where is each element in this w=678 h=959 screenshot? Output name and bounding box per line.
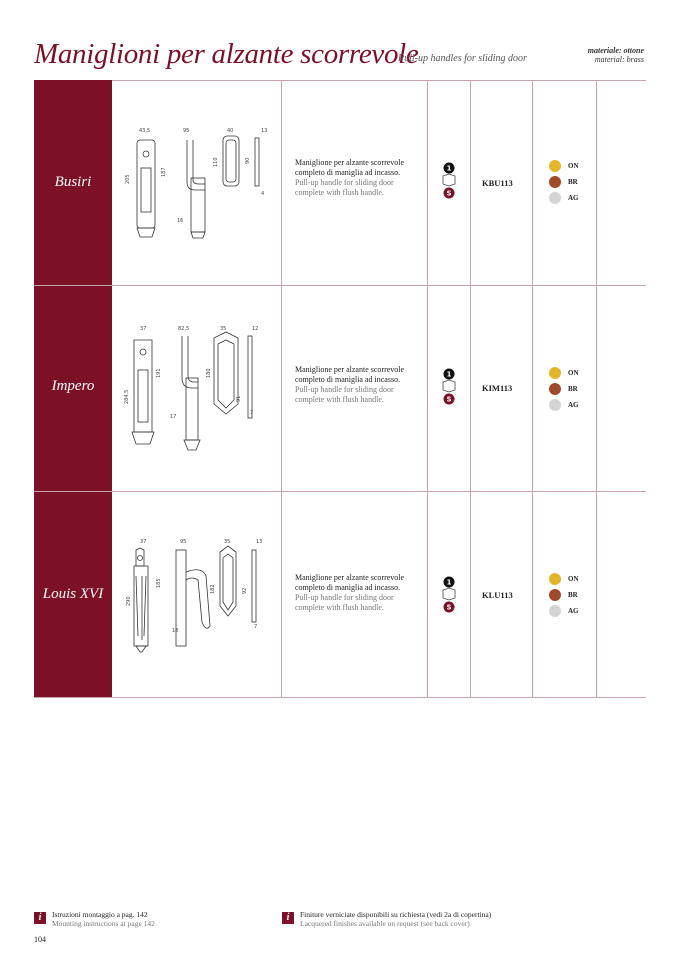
dim-inner: 185 [156, 578, 162, 588]
box-icon [443, 174, 455, 186]
dim-thick: 7 [254, 624, 258, 630]
page-number: 104 [34, 935, 46, 944]
finish-swatch [549, 367, 561, 379]
dim-top-3: 13 [261, 128, 268, 134]
finish-swatch [549, 383, 561, 395]
desc-en-line: complete with flush handle. [295, 188, 384, 197]
svg-text:S: S [446, 395, 452, 404]
finish-code: AG [568, 607, 579, 615]
product-name-cell [34, 80, 112, 285]
product-description [295, 365, 425, 405]
dim-plate: 91 [236, 395, 242, 402]
product-description [295, 573, 425, 613]
finish-list [549, 158, 579, 206]
material-it: materiale: ottone [587, 46, 644, 55]
dim-recess: 180 [206, 368, 212, 378]
dim-plate: 90 [245, 157, 251, 164]
dim-depth: 16 [177, 218, 184, 224]
finish-item [549, 381, 579, 397]
dim-top-2: 35 [224, 539, 231, 545]
finish-item [549, 571, 579, 587]
dim-height: 284,5 [124, 389, 130, 404]
desc-it-line: Maniglione per alzante scorrevole [295, 365, 405, 374]
dim-top-1: 95 [180, 539, 187, 545]
desc-it-line: Maniglione per alzante scorrevole [295, 573, 405, 582]
finish-swatch [549, 176, 561, 188]
col-divider-code [470, 80, 471, 697]
dim-inner: 187 [161, 167, 167, 177]
footer-right-it: Finiture verniciate disponibili su richiesta (vedi 2a di copertina) [300, 910, 492, 919]
desc-en-line: Pull-up handle for sliding door [295, 178, 394, 187]
dim-top-1: 82,5 [178, 326, 190, 332]
finish-item [549, 603, 579, 619]
table-rule-bottom [34, 697, 646, 698]
dim-recess: 110 [213, 157, 219, 167]
table-rule-top [34, 80, 646, 81]
box-icon [443, 588, 455, 600]
finish-item [549, 365, 579, 381]
material-note [588, 46, 644, 64]
svg-text:S: S [446, 603, 452, 612]
finish-swatch [549, 605, 561, 617]
product-name-cell [34, 492, 112, 697]
svg-text:1: 1 [446, 164, 452, 173]
finish-code: AG [568, 401, 579, 409]
finish-item [549, 397, 579, 413]
col-divider-finish [532, 80, 533, 697]
table-rule-1 [34, 285, 646, 286]
footer-mounting-note [52, 911, 155, 928]
col-divider-desc [281, 80, 282, 697]
desc-en-line: complete with flush handle. [295, 603, 384, 612]
info-icon: i [34, 912, 46, 924]
dim-depth: 17 [170, 414, 177, 420]
footer-left-en: Mounting instructions at page 142 [52, 918, 155, 928]
desc-en-line: Pull-up handle for sliding door [295, 385, 394, 394]
finish-code: AG [568, 194, 579, 202]
finish-code: BR [568, 178, 578, 186]
page-title: Maniglioni per alzante scorrevole [34, 38, 419, 70]
desc-en-line: Pull-up handle for sliding door [295, 593, 394, 602]
dim-top-1: 95 [183, 128, 190, 134]
finish-item [549, 587, 579, 603]
svg-text:1: 1 [446, 370, 452, 379]
dim-recess: 182 [210, 584, 216, 594]
svg-text:1: 1 [446, 578, 452, 587]
desc-en-line: complete with flush handle. [295, 395, 384, 404]
dim-height: 205 [125, 174, 131, 184]
finish-item [549, 158, 579, 174]
dim-top-0: 37 [140, 539, 147, 545]
col-divider-icons [427, 80, 428, 697]
product-name: Impero [51, 378, 95, 394]
product-name-cell [34, 286, 112, 491]
product-code: KLU113 [482, 590, 513, 600]
footer-left-it: Istruzioni montaggio a pag. 142 [52, 910, 148, 919]
finish-code: ON [568, 162, 579, 170]
finish-swatch [549, 573, 561, 585]
technical-drawing [125, 122, 275, 242]
dim-plate: 92 [242, 587, 248, 594]
finish-item [549, 174, 579, 190]
finish-swatch [549, 192, 561, 204]
packaging-icons [440, 576, 458, 614]
desc-it-line: completo di maniglia ad incasso. [295, 168, 401, 177]
dim-top-0: 37 [140, 326, 147, 332]
info-icon: i [282, 912, 294, 924]
product-description [295, 158, 425, 198]
page-subtitle: Pull-up handles for sliding door [398, 53, 527, 64]
finish-code: ON [568, 575, 579, 583]
product-name: Busiri [54, 174, 92, 190]
box-icon [443, 380, 455, 392]
table-rule-2 [34, 491, 646, 492]
dim-height: 290 [126, 596, 132, 606]
dim-top-3: 13 [256, 539, 263, 545]
material-en: material: brass [594, 55, 644, 64]
finish-swatch [549, 589, 561, 601]
desc-it-line: completo di maniglia ad incasso. [295, 583, 401, 592]
dim-thick: 7 [250, 410, 254, 416]
dim-inner: 191 [156, 368, 162, 378]
dim-top-3: 12 [252, 326, 259, 332]
finish-swatch [549, 399, 561, 411]
finish-code: BR [568, 385, 578, 393]
dim-thick: 4 [261, 191, 265, 197]
footer-finishes-note [300, 911, 491, 928]
packaging-icons [440, 162, 458, 200]
technical-drawing [122, 536, 272, 656]
product-code: KBU113 [482, 178, 513, 188]
svg-text:S: S [446, 189, 452, 198]
desc-it-line: Maniglione per alzante scorrevole [295, 158, 405, 167]
footer-right-en: Lacquered finishes available on request (see back cover) [300, 918, 470, 928]
finish-swatch [549, 160, 561, 172]
dim-top-2: 35 [220, 326, 227, 332]
dim-top-2: 40 [227, 128, 234, 134]
dim-top-0: 43,5 [139, 128, 151, 134]
packaging-icons [440, 368, 458, 406]
technical-drawing [122, 322, 272, 457]
finish-code: BR [568, 591, 578, 599]
product-name: Louis XVI [42, 586, 104, 602]
finish-list [549, 365, 579, 413]
finish-list [549, 571, 579, 619]
desc-it-line: completo di maniglia ad incasso. [295, 375, 401, 384]
finish-code: ON [568, 369, 579, 377]
dim-depth: 18 [172, 628, 179, 634]
product-code: KIM113 [482, 383, 513, 393]
finish-item [549, 190, 579, 206]
col-divider-end [596, 80, 597, 697]
